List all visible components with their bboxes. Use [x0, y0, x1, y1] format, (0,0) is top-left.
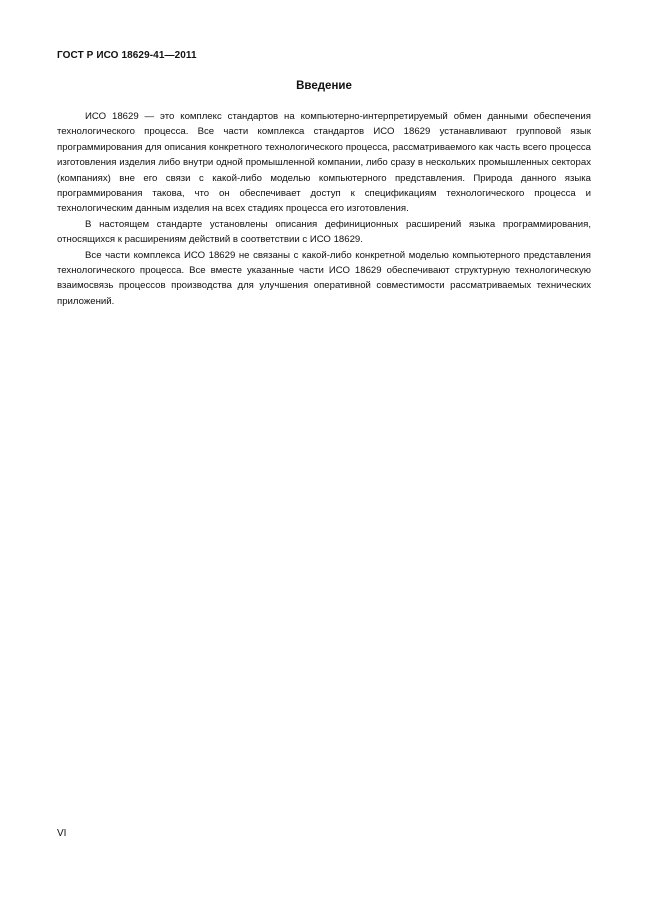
body-text [57, 109, 591, 309]
page-number: VI [57, 828, 67, 839]
document-header: ГОСТ Р ИСО 18629-41—2011 [57, 50, 197, 61]
paragraph-2: В настоящем стандарте установлены описания дефиниционных расширений языка программирования, относящихся к расширениям действий в соответствии с ИСО 18629. [57, 218, 591, 246]
paragraph-1: ИСО 18629 — это комплекс стандартов на компьютерно-интерпретируемый обмен данными обеспечения технологического процесса. Все части комплекса стандартов ИСО 18629 устанавливают групповой язык программирования для описания конкретного технологического процесса, рассматриваемого как часть всего процесса изготовления изделия либо внутри одной промышленной компании, либо сразу в нескольких промышленных секторах (компаниях) вне его связи с какой-либо моделью компьютерного представления. Природа данного языка программирования такова, что он обеспечивает доступ к спецификациям технологического процесса и технологическим данным изделия на всех стадиях процесса его изготовления. [57, 111, 591, 215]
paragraph-3: Все части комплекса ИСО 18629 не связаны с какой-либо конкретной моделью компьютерного представления технологического процесса. Все вместе указанные части ИСО 18629 обеспечивают структурную технологическую взаимосвязь процессов производства для улучшения оперативной совместимости рассматриваемых технических приложений. [57, 249, 591, 307]
section-title: Введение [296, 80, 352, 92]
